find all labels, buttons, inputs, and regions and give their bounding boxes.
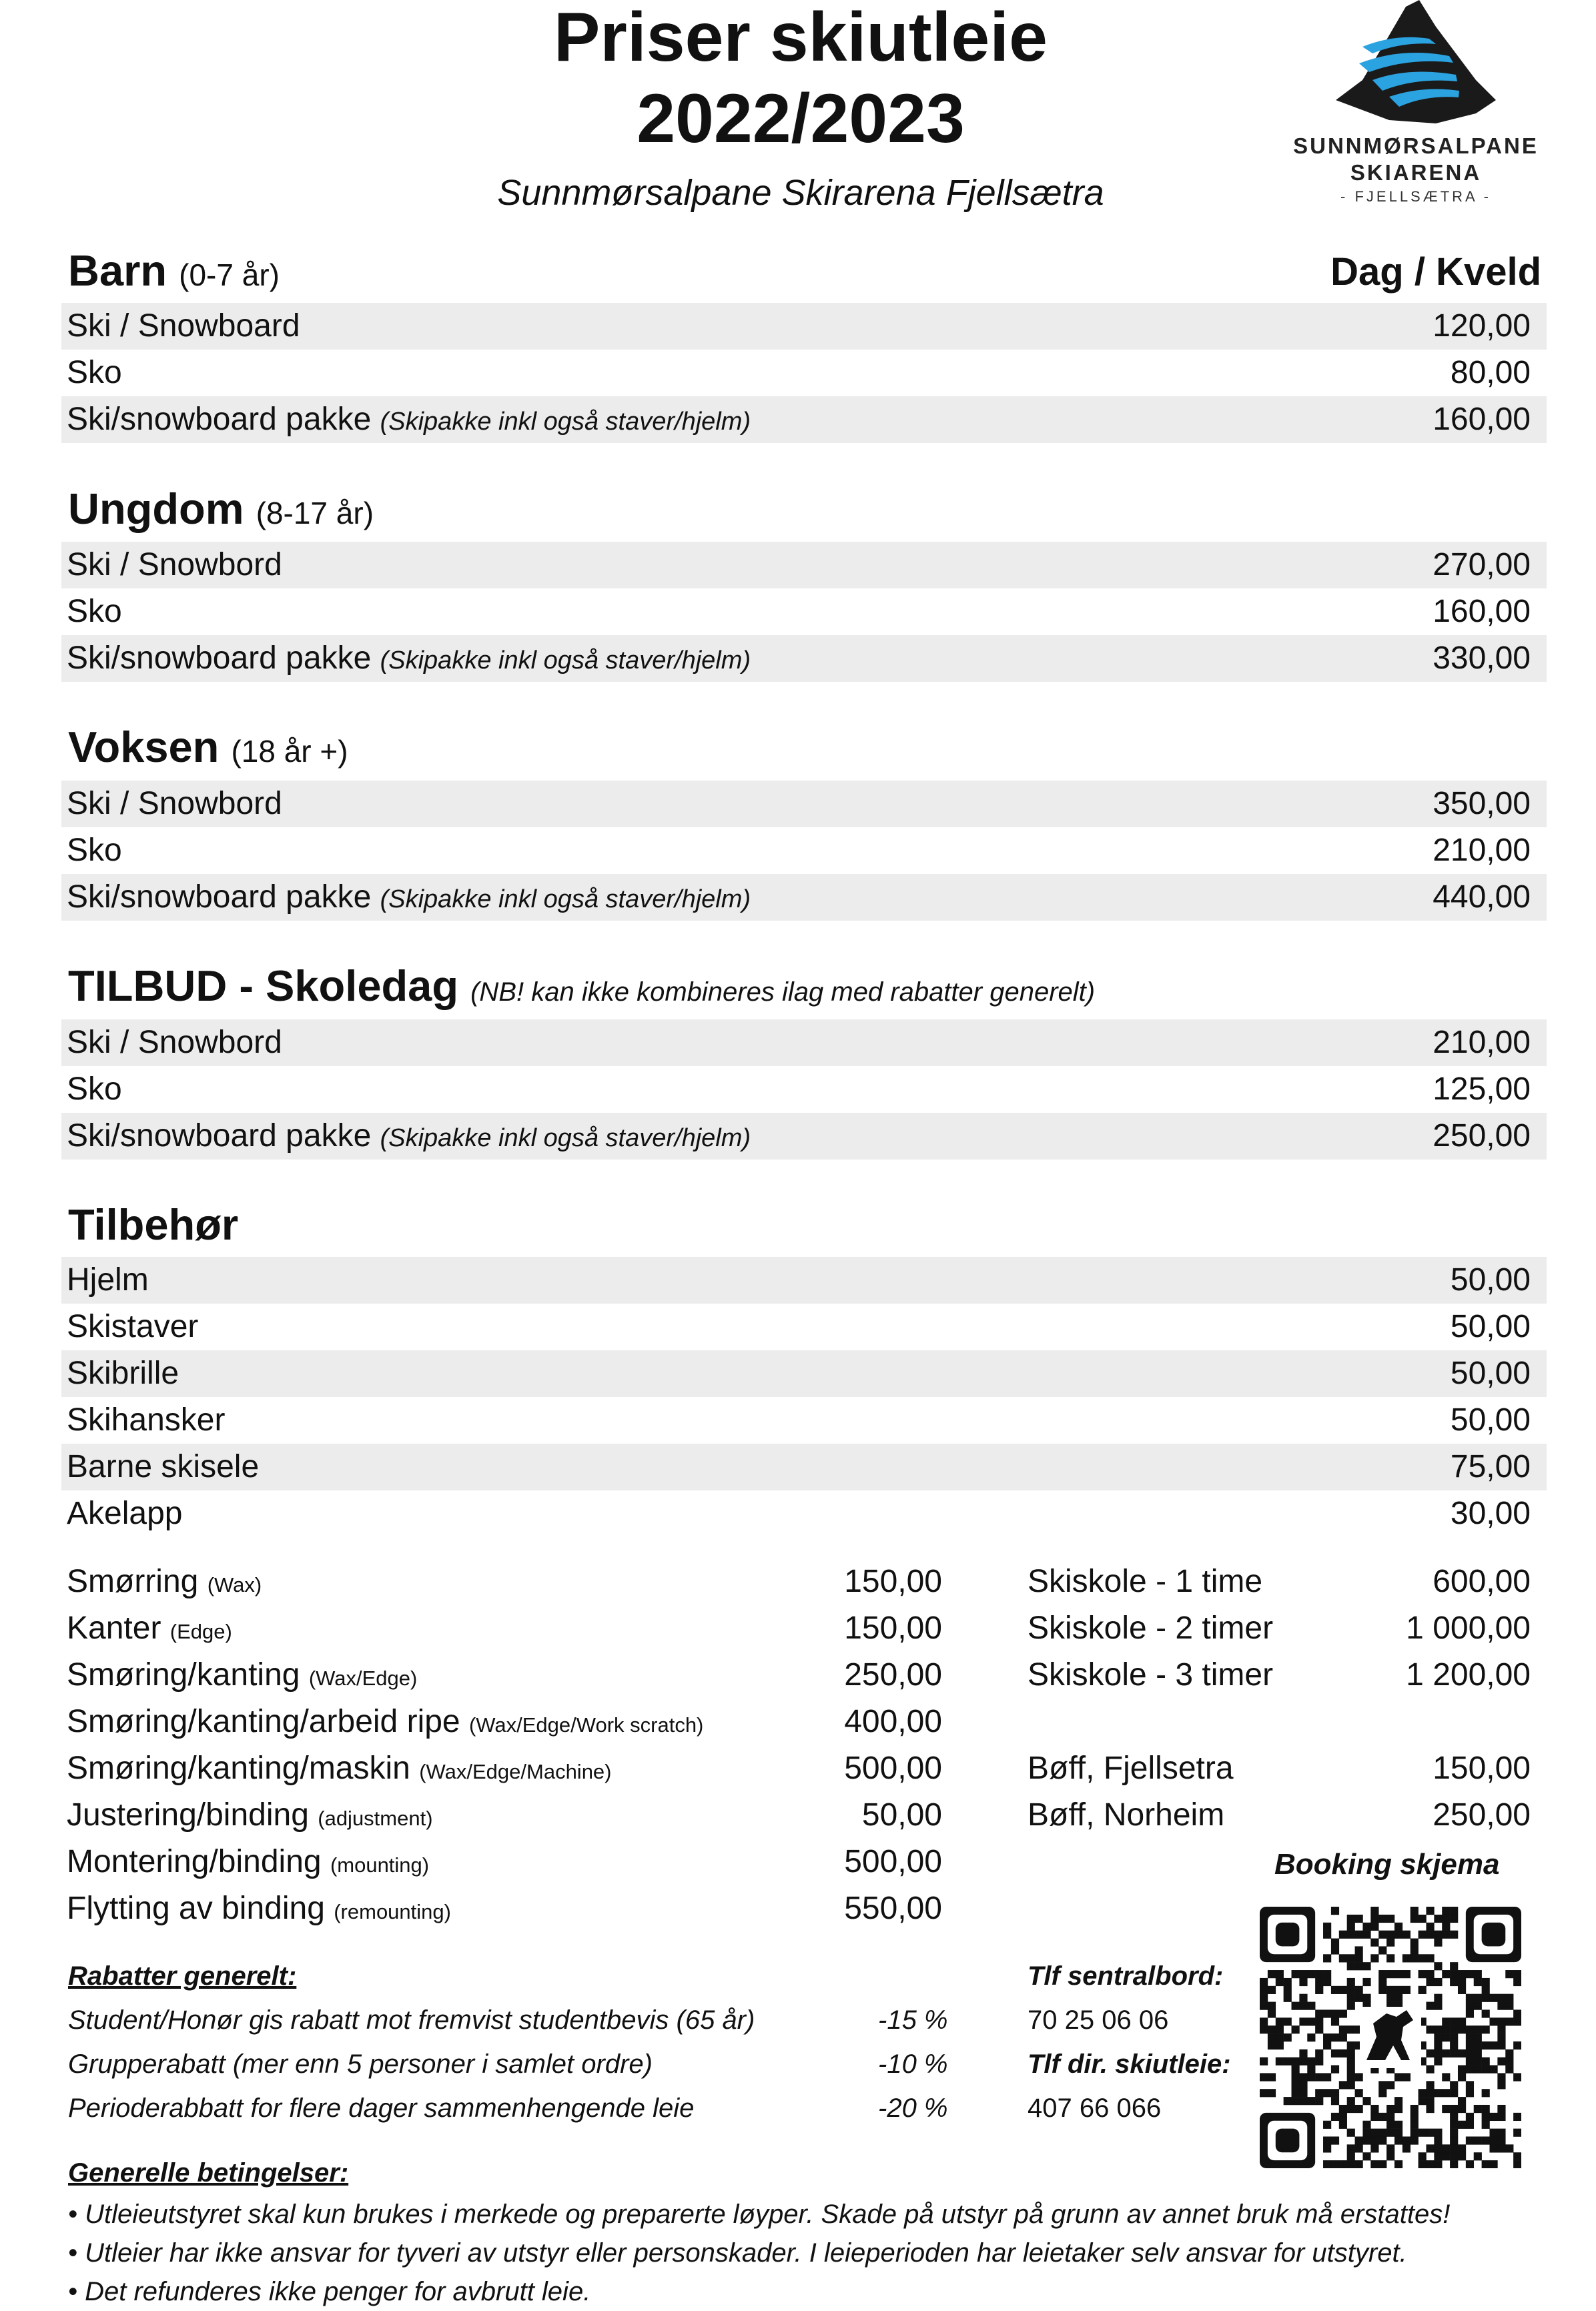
price-row: [61, 303, 1547, 350]
service-row: [67, 1792, 942, 1839]
section-heading-voksen: [68, 721, 348, 774]
discount-label: Student/Honør gis rabatt mot fremvist studentbevis (65 år): [68, 2005, 755, 2035]
price-row: [61, 1490, 1547, 1537]
service-label: [67, 1885, 451, 1935]
buff-price: 250,00: [1433, 1797, 1531, 1833]
row-label-text: Ski/snowboard pakke: [67, 879, 372, 915]
price-row: [61, 542, 1547, 588]
service-label: [67, 1558, 262, 1608]
logo-text-line2: SKIARENA: [1350, 160, 1482, 185]
section-subtitle: (18 år +): [231, 734, 348, 769]
service-note: (adjustment): [318, 1807, 433, 1830]
service-label-text: Smøring/kanting: [67, 1657, 300, 1693]
row-label-text: Ski/snowboard pakke: [67, 640, 372, 676]
row-label: [67, 874, 751, 923]
central-phone-label: Tlf sentralbord:: [1028, 1961, 1224, 1991]
row-label: Sko: [67, 594, 122, 629]
row-price: 210,00: [1433, 833, 1531, 868]
row-label: Skibrille: [67, 1356, 179, 1391]
row-price: 120,00: [1433, 308, 1531, 344]
buff-label: Bøff, Norheim: [1028, 1797, 1225, 1833]
row-label: Akelapp: [67, 1496, 183, 1531]
buff-row: [1028, 1792, 1531, 1839]
service-price: 250,00: [844, 1657, 942, 1693]
price-row: [61, 1257, 1547, 1304]
condition-item: • Utleier har ikke ansvar for tyveri av utstyr eller personskader. I leieperioden har leietaker selv ansvar for utstyret.: [68, 2238, 1407, 2268]
row-note: (Skipakke inkl også staver/hjelm): [380, 408, 751, 436]
price-row: [61, 1113, 1547, 1160]
service-label-text: Smørring: [67, 1564, 199, 1599]
booking-label: Booking skjema: [1274, 1848, 1500, 1881]
row-price: 125,00: [1433, 1071, 1531, 1107]
service-row: [67, 1605, 942, 1652]
row-label: [67, 635, 751, 684]
row-price: 30,00: [1450, 1496, 1531, 1531]
price-row: [61, 1019, 1547, 1066]
row-label: Barne skisele: [67, 1449, 260, 1484]
service-label: [67, 1745, 612, 1795]
service-label: [67, 1792, 433, 1842]
logo-text-line3: - FJELLSÆTRA -: [1340, 188, 1491, 205]
section-heading-tilbud: [68, 959, 1095, 1013]
page-subtitle: Sunnmørsalpane Skirarena Fjellsætra: [497, 173, 1104, 213]
row-note: (Skipakke inkl også staver/hjelm): [380, 646, 751, 674]
section-title: TILBUD - Skoledag: [68, 961, 459, 1010]
row-label: Sko: [67, 1071, 122, 1107]
row-label: [67, 396, 751, 445]
row-price: 75,00: [1450, 1449, 1531, 1484]
service-label-text: Montering/binding: [67, 1844, 322, 1879]
service-price: 500,00: [844, 1844, 942, 1879]
discount-value: -20 %: [878, 2094, 948, 2123]
row-label: Skistaver: [67, 1309, 199, 1344]
service-price: 150,00: [844, 1610, 942, 1646]
row-price: 160,00: [1433, 594, 1531, 629]
discount-label: Grupperabatt (mer enn 5 personer i samlet ordre): [68, 2049, 653, 2079]
service-price: 500,00: [844, 1751, 942, 1786]
row-price: 50,00: [1450, 1356, 1531, 1391]
service-label: [67, 1605, 232, 1655]
conditions-heading: Generelle betingelser:: [68, 2158, 349, 2188]
row-label: Sko: [67, 355, 122, 390]
column-header-dag-kveld: Dag / Kveld: [1330, 250, 1541, 294]
discount-label: Perioderabbatt for flere dager sammenhengende leie: [68, 2094, 695, 2123]
ski-school-label: Skiskole - 3 timer: [1028, 1657, 1274, 1693]
qr-code-icon: [1260, 1907, 1521, 2168]
condition-item: • Utleieutstyret skal kun brukes i merkede og preparerte løyper. Skade på utstyr på grunn av annet bruk må erstattes!: [68, 2200, 1451, 2229]
ski-school-label: Skiskole - 2 timer: [1028, 1610, 1274, 1646]
ski-school-row: [1028, 1652, 1531, 1699]
row-label: Ski / Snowbord: [67, 786, 282, 821]
service-label: [67, 1652, 417, 1702]
page-title-line1: Priser skiutleie: [554, 0, 1048, 76]
service-price: 550,00: [844, 1891, 942, 1926]
service-note: (Wax/Edge): [308, 1667, 418, 1690]
row-label-text: Ski/snowboard pakke: [67, 1118, 372, 1153]
service-label-text: Flytting av binding: [67, 1891, 325, 1926]
service-price: 400,00: [844, 1704, 942, 1739]
service-row: [67, 1652, 942, 1699]
price-row: [61, 1444, 1547, 1490]
row-price: 440,00: [1433, 879, 1531, 915]
row-label-text: Ski/snowboard pakke: [67, 402, 372, 437]
buff-price: 150,00: [1433, 1751, 1531, 1786]
price-row: [61, 1397, 1547, 1444]
ski-school-price: 600,00: [1433, 1564, 1531, 1599]
row-price: 350,00: [1433, 786, 1531, 821]
ski-school-price: 1 200,00: [1406, 1657, 1531, 1693]
ski-school-row: [1028, 1605, 1531, 1652]
ski-school-label: Skiskole - 1 time: [1028, 1564, 1263, 1599]
row-price: 80,00: [1450, 355, 1531, 390]
service-row: [67, 1558, 942, 1605]
direct-phone-number[interactable]: 407 66 066: [1028, 2094, 1162, 2123]
service-note: (Wax): [207, 1573, 262, 1596]
price-row: [61, 827, 1547, 874]
service-note: (Wax/Edge/Work scratch): [468, 1713, 704, 1737]
row-price: 270,00: [1433, 547, 1531, 582]
row-label: Ski / Snowbord: [67, 547, 282, 582]
service-label: [67, 1699, 703, 1749]
logo-text-line1: SUNNMØRSALPANE: [1293, 133, 1539, 158]
row-price: 160,00: [1433, 402, 1531, 437]
section-title: Voksen: [68, 723, 220, 771]
row-price: 50,00: [1450, 1262, 1531, 1298]
section-note: (NB! kan ikke kombineres ilag med rabatter generelt): [470, 977, 1096, 1007]
price-row: [61, 350, 1547, 396]
brand-logo: [1276, 0, 1556, 207]
discount-value: -15 %: [878, 2005, 948, 2035]
direct-phone-label: Tlf dir. skiutleie:: [1028, 2049, 1231, 2079]
mountain-logo-icon: [1336, 0, 1496, 127]
buff-label: Bøff, Fjellsetra: [1028, 1751, 1234, 1786]
service-note: (Edge): [169, 1620, 232, 1643]
row-label: [67, 1113, 751, 1162]
service-note: (remounting): [334, 1900, 451, 1923]
service-price: 50,00: [861, 1797, 942, 1833]
row-price: 50,00: [1450, 1402, 1531, 1438]
service-note: (Wax/Edge/Machine): [419, 1760, 612, 1783]
service-price: 150,00: [844, 1564, 942, 1599]
section-heading-tilbehor: [68, 1198, 238, 1252]
service-label: [67, 1839, 429, 1889]
booking-qr-code[interactable]: [1260, 1907, 1521, 2168]
price-row: [61, 396, 1547, 443]
row-note: (Skipakke inkl også staver/hjelm): [380, 885, 751, 913]
row-label: Ski / Snowbord: [67, 1025, 282, 1060]
price-row: [61, 1350, 1547, 1397]
service-row: [67, 1699, 942, 1745]
price-row: [61, 588, 1547, 635]
page-title-line2: 2022/2023: [637, 80, 965, 157]
ski-school-price: 1 000,00: [1406, 1610, 1531, 1646]
service-note: (mounting): [330, 1853, 430, 1877]
section-title: Barn: [68, 246, 167, 295]
buff-row: [1028, 1745, 1531, 1792]
service-label-text: Smøring/kanting/arbeid ripe: [67, 1704, 460, 1739]
price-row: [61, 635, 1547, 682]
row-price: 210,00: [1433, 1025, 1531, 1060]
service-label-text: Justering/binding: [67, 1797, 309, 1833]
condition-item: • Det refunderes ikke penger for avbrutt leie.: [68, 2277, 591, 2306]
service-row: [67, 1745, 942, 1792]
row-price: 50,00: [1450, 1309, 1531, 1344]
row-price: 250,00: [1433, 1118, 1531, 1153]
service-label-text: Kanter: [67, 1610, 161, 1646]
service-label-text: Smøring/kanting/maskin: [67, 1751, 410, 1786]
section-subtitle: (8-17 år): [256, 496, 374, 530]
price-row: [61, 781, 1547, 827]
discount-value: -10 %: [878, 2049, 948, 2079]
price-row: [61, 1304, 1547, 1350]
discounts-heading: Rabatter generelt:: [68, 1961, 297, 1991]
price-row: [61, 874, 1547, 921]
section-title: Tilbehør: [68, 1200, 239, 1249]
section-heading-ungdom: [68, 482, 374, 536]
service-row: [67, 1885, 942, 1932]
central-phone-number[interactable]: 70 25 06 06: [1028, 2005, 1169, 2035]
section-heading-barn: [68, 244, 280, 298]
row-price: 330,00: [1433, 640, 1531, 676]
row-label: Sko: [67, 833, 122, 868]
section-title: Ungdom: [68, 484, 244, 533]
price-row: [61, 1066, 1547, 1113]
ski-school-row: [1028, 1558, 1531, 1605]
row-label: Hjelm: [67, 1262, 149, 1298]
row-label: Skihansker: [67, 1402, 226, 1438]
row-note: (Skipakke inkl også staver/hjelm): [380, 1124, 751, 1152]
section-subtitle: (0-7 år): [179, 258, 280, 292]
service-row: [67, 1839, 942, 1885]
row-label: Ski / Snowboard: [67, 308, 300, 344]
